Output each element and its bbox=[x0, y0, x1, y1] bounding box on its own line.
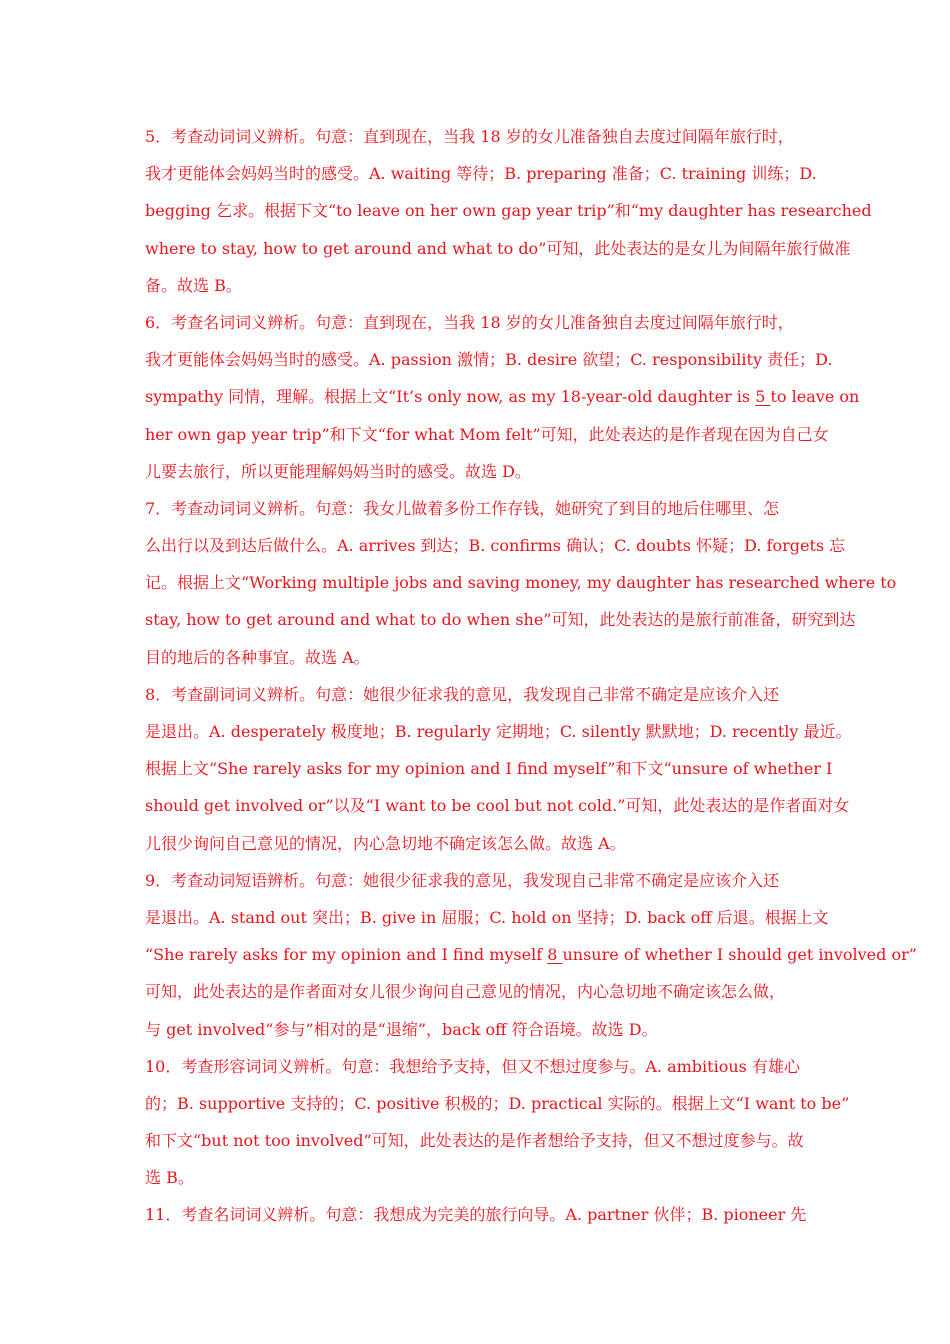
text-line: 么出行以及到达后做什么。A. arrives 到达；B. confirms 确认；C. doubts 怀疑；D. forgets 忘 bbox=[145, 536, 846, 556]
text-line-with-blank bbox=[145, 936, 917, 973]
blank-number: 8 bbox=[547, 945, 563, 965]
text-line: where to stay, how to get around and what to do”可知，此处表达的是女儿为间隔年旅行做准 bbox=[145, 238, 851, 258]
text-segment: “She rarely asks for my opinion and I find myself bbox=[145, 945, 548, 965]
explanation-item-11 bbox=[145, 1196, 810, 1233]
text-line: should get involved or”以及“I want to be cool but not cold.”可知，此处表达的是作者面对女 bbox=[145, 796, 850, 816]
text-segment: to leave on bbox=[770, 387, 860, 407]
text-line: 的；B. supportive 支持的；C. positive 积极的；D. practical 实际的。根据上文“I want to be” bbox=[145, 1093, 850, 1113]
text-line: her own gap year trip”和下文“for what Mom felt”可知，此处表达的是作者现在因为自己女 bbox=[145, 424, 829, 444]
answer-explanations bbox=[145, 118, 917, 1234]
text-line: stay, how to get around and what to do when she”可知，此处表达的是旅行前准备，研究到达 bbox=[145, 610, 856, 630]
text-line: 11．考查名词词义辨析。句意：我想成为完美的旅行向导。A. partner 伙伴；B. pioneer 先 bbox=[145, 1205, 807, 1225]
text-line: 记。根据上文“Working multiple jobs and saving money, my daughter has researched where to bbox=[145, 573, 897, 593]
text-segment: unsure of whether I should get involved or” bbox=[562, 945, 917, 965]
text-line: 是退出。A. desperately 极度地；B. regularly 定期地；C. silently 默默地；D. recently 最近。 bbox=[145, 722, 852, 741]
text-line: 7．考查动词词义辨析。句意：我女儿做着多份工作存钱，她研究了到目的地后住哪里、怎 bbox=[145, 498, 780, 518]
text-line-with-blank bbox=[145, 378, 860, 415]
text-line: 8．考查副词词义辨析。句意：她很少征求我的意见，我发现自己非常不确定是应该介入还 bbox=[145, 684, 780, 704]
explanation-item-7 bbox=[145, 490, 897, 676]
blank-number: 5 bbox=[755, 387, 771, 407]
text-line: 与 get involved“参与”相对的是“退缩”，back off 符合语境。故选 D。 bbox=[145, 1019, 658, 1039]
text-line: 6．考查名词词义辨析。句意：直到现在，当我 18 岁的女儿准备独自去度过间隔年旅行时， bbox=[145, 312, 794, 332]
text-line: 我才更能体会妈妈当时的感受。A. waiting 等待；B. preparing 准备；C. training 训练；D. bbox=[145, 164, 817, 184]
text-line: 可知，此处表达的是作者面对女儿很少询问自己意见的情况，内心急切地不确定该怎么做， bbox=[145, 982, 786, 1002]
text-line: 9．考查动词短语辨析。句意：她很少征求我的意见，我发现自己非常不确定是应该介入还 bbox=[145, 870, 780, 890]
text-line: begging 乞求。根据下文“to leave on her own gap year trip”和“my daughter has researched bbox=[145, 201, 872, 221]
text-line: 备。故选 B。 bbox=[145, 275, 242, 295]
text-line: 5．考查动词词义辨析。句意：直到现在，当我 18 岁的女儿准备独自去度过间隔年旅行时， bbox=[145, 127, 794, 146]
text-line: 目的地后的各种事宜。故选 A。 bbox=[145, 647, 370, 667]
explanation-item-10 bbox=[145, 1048, 850, 1197]
text-line: 儿要去旅行，所以更能理解妈妈当时的感受。故选 D。 bbox=[145, 461, 531, 481]
text-line: 10．考查形容词词义辨析。句意：我想给予支持，但又不想过度参与。A. ambitious 有雄心 bbox=[145, 1056, 800, 1076]
text-line: 我才更能体会妈妈当时的感受。A. passion 激情；B. desire 欲望；C. responsibility 责任；D. bbox=[145, 350, 833, 370]
explanation-item-5 bbox=[145, 118, 872, 304]
text-line: 儿很少询问自己意见的情况，内心急切地不确定该怎么做。故选 A。 bbox=[145, 833, 626, 853]
text-line: 根据上文“She rarely asks for my opinion and I find myself”和下文“unsure of whether I bbox=[145, 759, 833, 779]
text-line: 选 B。 bbox=[145, 1168, 194, 1188]
explanation-item-6 bbox=[145, 304, 860, 490]
text-segment: sympathy 同情，理解。根据上文“It’s only now, as my 18-year-old daughter is bbox=[145, 387, 756, 407]
text-line: 是退出。A. stand out 突出；B. give in 屈服；C. hold on 坚持；D. back off 后退。根据上文 bbox=[145, 907, 829, 927]
text-line: 和下文“but not too involved”可知，此处表达的是作者想给予支持，但又不想过度参与。故 bbox=[145, 1131, 804, 1151]
explanation-item-9 bbox=[145, 862, 917, 1048]
explanation-item-8 bbox=[145, 676, 852, 862]
